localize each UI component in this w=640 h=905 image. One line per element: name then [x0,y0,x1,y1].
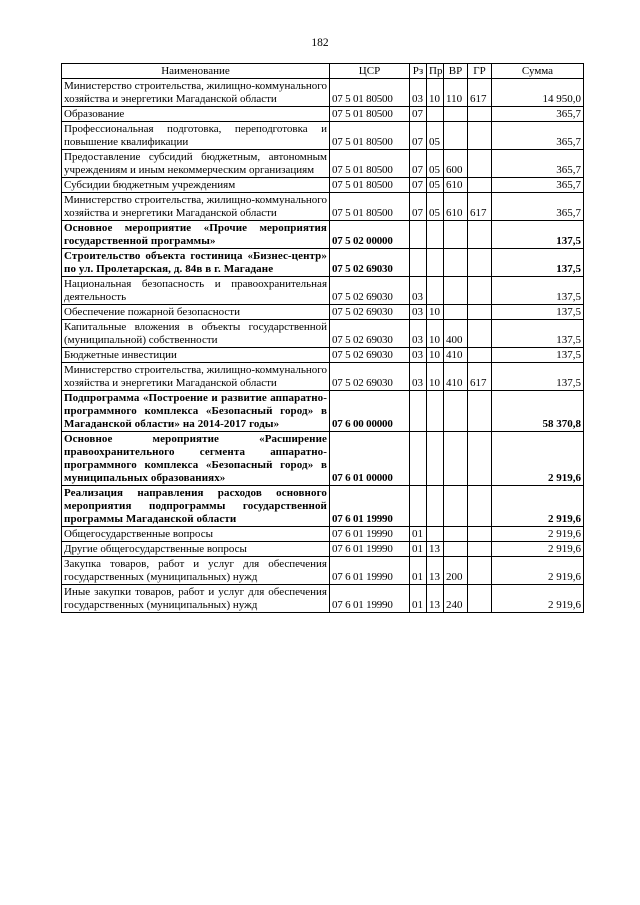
table-row [62,249,584,277]
cell-pr: 05 [427,178,444,193]
cell-sum: 58 370,8 [492,391,584,432]
cell-csr: 07 6 01 00000 [330,432,410,486]
cell-rz: 07 [410,150,427,178]
cell-csr: 07 5 01 80500 [330,150,410,178]
header-sum: Сумма [492,64,584,79]
cell-name: Образование [62,107,330,122]
cell-gr: 617 [468,193,492,221]
cell-csr: 07 6 01 19990 [330,486,410,527]
cell-csr: 07 5 02 69030 [330,277,410,305]
cell-rz: 03 [410,348,427,363]
cell-sum: 365,7 [492,193,584,221]
header-vr: ВР [444,64,468,79]
cell-rz: 07 [410,122,427,150]
cell-gr [468,527,492,542]
cell-sum: 14 950,0 [492,79,584,107]
cell-pr: 05 [427,122,444,150]
cell-csr: 07 5 01 80500 [330,193,410,221]
cell-sum: 137,5 [492,221,584,249]
cell-pr [427,432,444,486]
cell-sum: 365,7 [492,178,584,193]
cell-gr [468,432,492,486]
cell-name: Реализация направления расходов основного мероприятия подпрограммы государственной программы Магаданской области [62,486,330,527]
cell-sum: 365,7 [492,150,584,178]
table-row [62,193,584,221]
cell-name: Основное мероприятие «Прочие мероприятия государственной программы» [62,221,330,249]
cell-vr: 410 [444,348,468,363]
cell-name: Иные закупки товаров, работ и услуг для обеспечения государственных (муниципальных) нужд [62,585,330,613]
budget-table [61,63,584,613]
cell-gr [468,122,492,150]
cell-pr [427,277,444,305]
cell-sum: 365,7 [492,107,584,122]
cell-pr: 10 [427,320,444,348]
cell-sum: 2 919,6 [492,432,584,486]
cell-pr [427,527,444,542]
cell-gr [468,486,492,527]
cell-pr [427,107,444,122]
cell-rz [410,221,427,249]
cell-pr: 05 [427,193,444,221]
cell-pr [427,391,444,432]
cell-name: Национальная безопасность и правоохранительная деятельность [62,277,330,305]
cell-rz: 01 [410,527,427,542]
cell-csr: 07 5 02 69030 [330,363,410,391]
table-row [62,432,584,486]
cell-vr [444,542,468,557]
cell-name: Бюджетные инвестиции [62,348,330,363]
cell-csr: 07 6 01 19990 [330,557,410,585]
table-row [62,107,584,122]
cell-gr [468,221,492,249]
cell-rz: 01 [410,557,427,585]
cell-vr [444,391,468,432]
cell-csr: 07 6 01 19990 [330,527,410,542]
cell-rz: 03 [410,363,427,391]
table-row [62,391,584,432]
cell-vr [444,432,468,486]
header-pr: Пр [427,64,444,79]
cell-sum: 2 919,6 [492,542,584,557]
header-row [62,64,584,79]
cell-rz: 03 [410,320,427,348]
cell-pr [427,249,444,277]
cell-vr: 610 [444,193,468,221]
cell-name: Предоставление субсидий бюджетным, автономным учреждениям и иным некоммерческим организациям [62,150,330,178]
cell-csr: 07 5 01 80500 [330,79,410,107]
cell-rz [410,486,427,527]
cell-vr: 240 [444,585,468,613]
cell-gr [468,178,492,193]
table-row [62,150,584,178]
table-row [62,122,584,150]
cell-rz [410,391,427,432]
table-body [62,79,584,613]
cell-gr [468,542,492,557]
cell-vr: 200 [444,557,468,585]
cell-sum: 2 919,6 [492,486,584,527]
cell-csr: 07 5 02 69030 [330,249,410,277]
cell-name: Субсидии бюджетным учреждениям [62,178,330,193]
cell-pr [427,221,444,249]
table-row [62,363,584,391]
cell-csr: 07 5 01 80500 [330,122,410,150]
cell-gr [468,348,492,363]
table-row [62,305,584,320]
cell-rz: 03 [410,277,427,305]
cell-sum: 2 919,6 [492,557,584,585]
cell-csr: 07 5 01 80500 [330,107,410,122]
cell-vr: 110 [444,79,468,107]
cell-pr: 10 [427,363,444,391]
cell-rz [410,249,427,277]
cell-gr [468,585,492,613]
cell-name: Профессиональная подготовка, переподготовка и повышение квалификации [62,122,330,150]
cell-csr: 07 5 01 80500 [330,178,410,193]
cell-csr: 07 6 00 00000 [330,391,410,432]
cell-rz: 03 [410,79,427,107]
cell-gr [468,391,492,432]
cell-rz: 07 [410,193,427,221]
cell-sum: 2 919,6 [492,527,584,542]
cell-gr [468,107,492,122]
cell-name: Капитальные вложения в объекты государственной (муниципальной) собственности [62,320,330,348]
cell-rz: 01 [410,542,427,557]
cell-vr [444,122,468,150]
cell-vr [444,107,468,122]
header-gr: ГР [468,64,492,79]
cell-gr [468,320,492,348]
cell-name: Другие общегосударственные вопросы [62,542,330,557]
cell-name: Закупка товаров, работ и услуг для обеспечения государственных (муниципальных) нужд [62,557,330,585]
cell-pr: 10 [427,79,444,107]
cell-csr: 07 6 01 19990 [330,585,410,613]
cell-vr: 600 [444,150,468,178]
table-row [62,320,584,348]
cell-rz: 03 [410,305,427,320]
table-row [62,542,584,557]
cell-csr: 07 5 02 00000 [330,221,410,249]
table-row [62,585,584,613]
cell-gr [468,557,492,585]
cell-name: Обеспечение пожарной безопасности [62,305,330,320]
cell-csr: 07 5 02 69030 [330,305,410,320]
table-row [62,486,584,527]
table-row [62,527,584,542]
cell-gr [468,249,492,277]
cell-name: Строительство объекта гостиница «Бизнес-центр» по ул. Пролетарская, д. 84в в г. Магадане [62,249,330,277]
cell-vr: 410 [444,363,468,391]
cell-rz: 07 [410,107,427,122]
cell-gr [468,305,492,320]
cell-gr: 617 [468,79,492,107]
cell-name: Основное мероприятие «Расширение правоохранительного сегмента аппаратно-программного комплекса «Безопасный город» в муниципальных образованиях» [62,432,330,486]
cell-sum: 137,5 [492,305,584,320]
cell-pr: 13 [427,585,444,613]
cell-sum: 137,5 [492,363,584,391]
table-row [62,178,584,193]
table-header [62,64,584,79]
cell-gr: 617 [468,363,492,391]
cell-name: Подпрограмма «Построение и развитие аппаратно-программного комплекса «Безопасный город» в Магаданской области» на 2014-2017 годы» [62,391,330,432]
table-row [62,348,584,363]
cell-vr: 400 [444,320,468,348]
cell-csr: 07 5 02 69030 [330,320,410,348]
cell-rz: 07 [410,178,427,193]
cell-pr: 13 [427,542,444,557]
cell-vr [444,221,468,249]
cell-pr: 10 [427,348,444,363]
cell-name: Министерство строительства, жилищно-коммунального хозяйства и энергетики Магаданской области [62,193,330,221]
table-row [62,277,584,305]
cell-vr: 610 [444,178,468,193]
cell-rz: 01 [410,585,427,613]
cell-pr: 13 [427,557,444,585]
cell-gr [468,150,492,178]
cell-name: Общегосударственные вопросы [62,527,330,542]
table-row [62,221,584,249]
cell-vr [444,305,468,320]
table-row [62,79,584,107]
cell-pr: 10 [427,305,444,320]
cell-sum: 365,7 [492,122,584,150]
table-row [62,557,584,585]
cell-pr: 05 [427,150,444,178]
header-csr: ЦСР [330,64,410,79]
header-rz: Рз [410,64,427,79]
cell-vr [444,527,468,542]
cell-sum: 137,5 [492,249,584,277]
cell-csr: 07 6 01 19990 [330,542,410,557]
cell-rz [410,432,427,486]
cell-sum: 137,5 [492,320,584,348]
cell-sum: 137,5 [492,277,584,305]
cell-pr [427,486,444,527]
header-name: Наименование [62,64,330,79]
cell-sum: 2 919,6 [492,585,584,613]
cell-gr [468,277,492,305]
cell-sum: 137,5 [492,348,584,363]
cell-vr [444,277,468,305]
cell-vr [444,486,468,527]
page-number: 182 [311,37,329,49]
cell-csr: 07 5 02 69030 [330,348,410,363]
cell-name: Министерство строительства, жилищно-коммунального хозяйства и энергетики Магаданской области [62,363,330,391]
cell-name: Министерство строительства, жилищно-коммунального хозяйства и энергетики Магаданской области [62,79,330,107]
cell-vr [444,249,468,277]
